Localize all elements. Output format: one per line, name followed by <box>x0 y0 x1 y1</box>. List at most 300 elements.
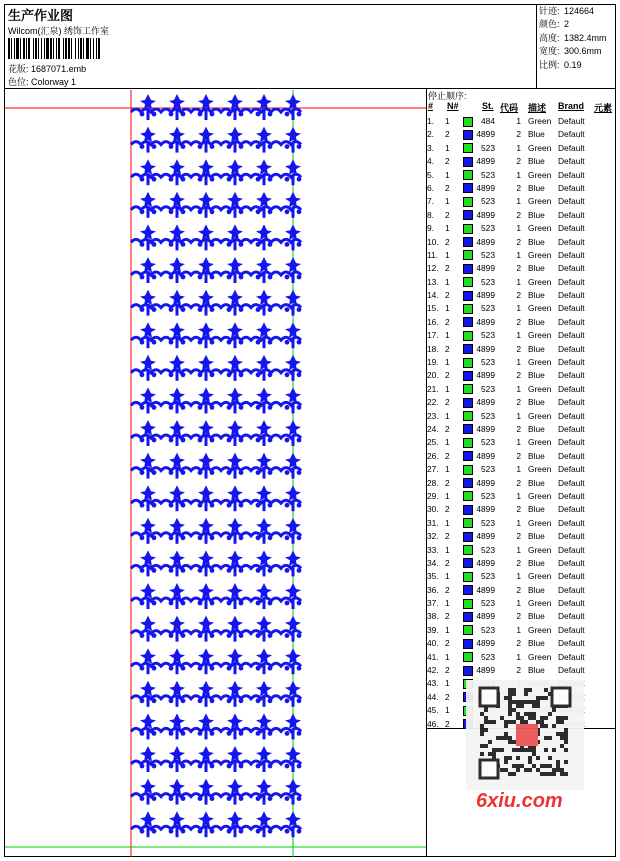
motif-stem <box>292 729 295 739</box>
motif-dot <box>227 307 232 312</box>
row-number: 27. <box>427 464 439 475</box>
design-stats <box>539 5 607 72</box>
motif-dot <box>239 666 244 671</box>
motif-dot <box>268 535 273 540</box>
motif-dot <box>152 144 157 149</box>
thread-brand: Default <box>558 316 585 327</box>
motif-dot <box>285 601 290 606</box>
motif-dot <box>181 470 186 475</box>
motif-stem <box>205 534 208 544</box>
stitch-count: 523 <box>481 142 495 153</box>
fleur-motif <box>256 420 272 436</box>
motif-dot <box>210 731 215 736</box>
motif-dot <box>285 764 290 769</box>
motif-dot <box>140 698 145 703</box>
needle-number: 1 <box>445 169 450 180</box>
motif-dot <box>140 601 145 606</box>
color-swatch <box>463 224 473 234</box>
motif-dot <box>256 764 261 769</box>
stat-height: 高度: 1382.4mm <box>539 32 607 43</box>
row-number: 10. <box>427 236 439 247</box>
motif-dot <box>239 144 244 149</box>
motif-dot <box>210 796 215 801</box>
thread-brand: Default <box>558 611 585 622</box>
motif-dot <box>285 405 290 410</box>
stat-colors: 颜色: 2 <box>539 19 570 30</box>
table-row <box>427 182 616 195</box>
motif-dot <box>239 829 244 834</box>
color-code: 1 <box>516 383 521 394</box>
needle-number: 1 <box>445 624 450 635</box>
motif-stem <box>292 599 295 609</box>
fleur-motif <box>140 713 156 729</box>
needle-number: 1 <box>445 249 450 260</box>
fleur-motif <box>256 485 272 501</box>
table-row <box>427 142 616 155</box>
stitch-count: 4899 <box>476 290 495 301</box>
table-row <box>427 329 616 342</box>
motif-stem <box>176 599 179 609</box>
motif-dot <box>256 307 261 312</box>
col-header-element: 元素 <box>594 103 613 113</box>
motif-dot <box>198 242 203 247</box>
table-row <box>427 289 616 302</box>
motif-stem <box>147 599 150 609</box>
color-code: 2 <box>516 397 521 408</box>
motif-stem <box>205 436 208 446</box>
stitch-count: 4899 <box>476 236 495 247</box>
motif-dot <box>239 405 244 410</box>
motif-dot <box>297 438 302 443</box>
motif-dot <box>239 568 244 573</box>
fleur-motif <box>256 127 272 143</box>
table-row <box>427 249 616 262</box>
needle-number: 2 <box>445 209 450 220</box>
watermark: 6xiu.com <box>476 790 563 812</box>
lace-band <box>131 370 301 373</box>
motif-stem <box>205 599 208 609</box>
motif-stem <box>205 306 208 316</box>
motif-stem <box>147 306 150 316</box>
motif-stem <box>263 273 266 283</box>
table-row <box>427 637 616 650</box>
needle-number: 1 <box>445 276 450 287</box>
color-swatch <box>463 545 473 555</box>
motif-dot <box>198 829 203 834</box>
thread-brand: Default <box>558 651 585 662</box>
color-description: Blue <box>528 423 545 434</box>
motif-dot <box>198 601 203 606</box>
color-code: 2 <box>516 343 521 354</box>
color-description: Blue <box>528 531 545 542</box>
motif-dot <box>140 340 145 345</box>
row-number: 14. <box>427 290 439 301</box>
motif-dot <box>297 503 302 508</box>
thread-brand: Default <box>558 571 585 582</box>
thread-brand: Default <box>558 330 585 341</box>
motif-dot <box>181 568 186 573</box>
motif-stem <box>263 371 266 381</box>
color-swatch <box>463 183 473 193</box>
color-code: 1 <box>516 303 521 314</box>
color-swatch <box>463 518 473 528</box>
motif-dot <box>227 275 232 280</box>
motif-dot <box>152 340 157 345</box>
row-number: 8. <box>427 209 434 220</box>
color-swatch <box>463 170 473 180</box>
color-code: 2 <box>516 209 521 220</box>
motif-stem <box>292 501 295 511</box>
motif-dot <box>268 731 273 736</box>
motif-dot <box>181 829 186 834</box>
color-code: 2 <box>516 316 521 327</box>
fleur-motif <box>256 550 272 566</box>
motif-dot <box>169 405 174 410</box>
motif-dot <box>140 829 145 834</box>
motif-dot <box>268 242 273 247</box>
color-description: Green <box>528 464 552 475</box>
motif-dot <box>285 698 290 703</box>
col-header-n: N# <box>447 101 459 111</box>
needle-number: 2 <box>445 397 450 408</box>
motif-dot <box>256 796 261 801</box>
motif-dot <box>285 796 290 801</box>
motif-dot <box>210 568 215 573</box>
color-swatch <box>463 237 473 247</box>
motif-dot <box>210 438 215 443</box>
needle-number: 2 <box>445 691 450 702</box>
motif-dot <box>256 177 261 182</box>
motif-stem <box>292 273 295 283</box>
color-description: Blue <box>528 129 545 140</box>
color-description: Blue <box>528 182 545 193</box>
fleur-motif <box>256 779 272 795</box>
fleur-motif <box>140 746 156 762</box>
stitch-count: 523 <box>481 249 495 260</box>
motif-dot <box>181 698 186 703</box>
fleur-motif <box>256 811 272 827</box>
fleur-motif <box>140 159 156 175</box>
row-number: 28. <box>427 477 439 488</box>
color-swatch <box>463 344 473 354</box>
motif-stem <box>147 208 150 218</box>
motif-dot <box>268 112 273 117</box>
color-code: 1 <box>516 196 521 207</box>
color-description: Green <box>528 249 552 260</box>
motif-dot <box>285 209 290 214</box>
motif-dot <box>285 112 290 117</box>
motif-dot <box>210 503 215 508</box>
needle-number: 1 <box>445 196 450 207</box>
motif-dot <box>169 666 174 671</box>
motif-dot <box>169 177 174 182</box>
row-number: 42. <box>427 665 439 676</box>
motif-stem <box>234 273 237 283</box>
motif-dot <box>239 307 244 312</box>
color-swatch <box>463 371 473 381</box>
color-description: Green <box>528 330 552 341</box>
stop-sequence-title: 停止顺序: <box>428 91 467 101</box>
motif-dot <box>285 177 290 182</box>
color-code: 2 <box>516 290 521 301</box>
motif-dot <box>210 177 215 182</box>
thread-brand: Default <box>558 490 585 501</box>
motif-stem <box>234 110 237 120</box>
fleur-motif <box>140 355 156 371</box>
needle-number: 1 <box>445 651 450 662</box>
motif-dot <box>198 698 203 703</box>
motif-dot <box>268 601 273 606</box>
motif-dot <box>239 633 244 638</box>
motif-stem <box>234 436 237 446</box>
motif-dot <box>285 535 290 540</box>
motif-stem <box>205 697 208 707</box>
motif-stem <box>234 175 237 185</box>
color-description: Blue <box>528 477 545 488</box>
motif-stem <box>147 371 150 381</box>
lace-band <box>131 631 301 634</box>
motif-dot <box>152 242 157 247</box>
color-code: 2 <box>516 370 521 381</box>
motif-dot <box>285 731 290 736</box>
stitch-count: 523 <box>481 490 495 501</box>
motif-stem <box>147 469 150 479</box>
stop-sequence-table <box>427 115 616 731</box>
motif-stem <box>292 469 295 479</box>
fleur-motif <box>140 550 156 566</box>
motif-dot <box>285 666 290 671</box>
table-row <box>427 436 616 449</box>
color-swatch <box>463 625 473 635</box>
color-code: 1 <box>516 116 521 126</box>
table-row <box>427 597 616 610</box>
stitch-count: 4899 <box>476 209 495 220</box>
stitch-count: 4899 <box>476 611 495 622</box>
motif-stem <box>263 175 266 185</box>
color-swatch <box>463 358 473 368</box>
table-row <box>427 570 616 583</box>
motif-stem <box>205 762 208 772</box>
row-number: 13. <box>427 276 439 287</box>
thread-brand: Default <box>558 423 585 434</box>
color-description: Blue <box>528 156 545 167</box>
color-code: 1 <box>516 490 521 501</box>
color-description: Green <box>528 142 552 153</box>
color-code: 2 <box>516 477 521 488</box>
table-row <box>427 195 616 208</box>
motif-dot <box>152 209 157 214</box>
color-code: 2 <box>516 611 521 622</box>
stitch-count: 4899 <box>476 584 495 595</box>
needle-number: 2 <box>445 236 450 247</box>
needle-number: 1 <box>445 490 450 501</box>
fleur-motif <box>140 224 156 240</box>
thread-brand: Default <box>558 370 585 381</box>
color-description: Green <box>528 651 552 662</box>
motif-stem <box>263 632 266 642</box>
motif-dot <box>169 307 174 312</box>
motif-dot <box>227 242 232 247</box>
table-row <box>427 276 616 289</box>
lace-band <box>131 468 301 471</box>
needle-number: 1 <box>445 357 450 368</box>
color-swatch <box>463 639 473 649</box>
color-code: 1 <box>516 169 521 180</box>
table-row <box>427 490 616 503</box>
motif-stem <box>147 501 150 511</box>
motif-dot <box>152 633 157 638</box>
row-number: 30. <box>427 504 439 515</box>
motif-stem <box>263 762 266 772</box>
stitch-count: 523 <box>481 276 495 287</box>
color-description: Blue <box>528 638 545 649</box>
row-number: 22. <box>427 397 439 408</box>
color-swatch <box>463 277 473 287</box>
motif-dot <box>268 568 273 573</box>
motif-dot <box>297 698 302 703</box>
color-description: Green <box>528 383 552 394</box>
motif-stem <box>176 795 179 805</box>
motif-stem <box>234 827 237 837</box>
motif-dot <box>256 535 261 540</box>
motif-dot <box>239 242 244 247</box>
color-code: 2 <box>516 665 521 676</box>
thread-brand: Default <box>558 584 585 595</box>
thread-brand: Default <box>558 236 585 247</box>
lace-band <box>131 337 301 340</box>
thread-brand: Default <box>558 437 585 448</box>
stitch-count: 4899 <box>476 129 495 140</box>
color-code: 1 <box>516 437 521 448</box>
color-swatch <box>463 250 473 260</box>
lace-band <box>131 207 301 210</box>
motif-stem <box>292 338 295 348</box>
motif-dot <box>227 112 232 117</box>
motif-dot <box>152 764 157 769</box>
color-swatch <box>463 411 473 421</box>
motif-dot <box>169 633 174 638</box>
motif-dot <box>198 340 203 345</box>
motif-dot <box>198 209 203 214</box>
motif-dot <box>285 307 290 312</box>
fleur-motif <box>256 713 272 729</box>
motif-dot <box>152 307 157 312</box>
row-number: 36. <box>427 584 439 595</box>
thread-brand: Default <box>558 263 585 274</box>
table-row <box>427 410 616 423</box>
stat-scale: 比例: 0.19 <box>539 59 582 70</box>
fleur-motif <box>140 518 156 534</box>
motif-dot <box>268 829 273 834</box>
motif-dot <box>198 275 203 280</box>
color-code: 2 <box>516 156 521 167</box>
color-swatch <box>463 465 473 475</box>
stitch-count: 523 <box>481 196 495 207</box>
motif-dot <box>297 470 302 475</box>
row-number: 19. <box>427 357 439 368</box>
motif-dot <box>297 242 302 247</box>
motif-dot <box>152 405 157 410</box>
motif-dot <box>210 535 215 540</box>
motif-dot <box>169 698 174 703</box>
motif-dot <box>169 112 174 117</box>
motif-dot <box>227 535 232 540</box>
motif-stem <box>234 501 237 511</box>
fleur-motif <box>140 322 156 338</box>
row-number: 43. <box>427 678 439 689</box>
table-row <box>427 423 616 436</box>
needle-number: 1 <box>445 544 450 555</box>
motif-dot <box>198 112 203 117</box>
color-description: Blue <box>528 236 545 247</box>
motif-dot <box>285 275 290 280</box>
color-description: Green <box>528 223 552 234</box>
motif-dot <box>227 372 232 377</box>
table-row <box>427 396 616 409</box>
stitch-count: 484 <box>481 116 495 126</box>
thread-brand: Default <box>558 129 585 140</box>
thread-brand: Default <box>558 517 585 528</box>
motif-dot <box>268 796 273 801</box>
header-divider <box>4 88 616 89</box>
motif-stem <box>292 306 295 316</box>
thread-brand: Default <box>558 397 585 408</box>
motif-stem <box>205 566 208 576</box>
motif-dot <box>210 372 215 377</box>
stitch-count: 523 <box>481 223 495 234</box>
stitch-count: 523 <box>481 598 495 609</box>
motif-dot <box>181 601 186 606</box>
motif-dot <box>227 568 232 573</box>
motif-dot <box>285 829 290 834</box>
motif-dot <box>268 698 273 703</box>
motif-dot <box>152 731 157 736</box>
color-code: 1 <box>516 223 521 234</box>
needle-number: 2 <box>445 156 450 167</box>
motif-dot <box>198 177 203 182</box>
motif-dot <box>152 275 157 280</box>
thread-brand: Default <box>558 477 585 488</box>
motif-dot <box>239 209 244 214</box>
col-header-no: # <box>428 101 434 111</box>
stitch-count: 523 <box>481 517 495 528</box>
fleur-motif <box>256 518 272 534</box>
motif-dot <box>181 731 186 736</box>
lace-band <box>131 402 301 405</box>
motif-dot <box>181 438 186 443</box>
motif-dot <box>198 307 203 312</box>
motif-dot <box>152 601 157 606</box>
motif-stem <box>234 371 237 381</box>
color-description: Green <box>528 517 552 528</box>
motif-stem <box>176 306 179 316</box>
thread-brand: Default <box>558 169 585 180</box>
motif-dot <box>181 405 186 410</box>
row-number: 20. <box>427 370 439 381</box>
thread-brand: Default <box>558 182 585 193</box>
motif-dot <box>210 470 215 475</box>
motif-stem <box>205 632 208 642</box>
design-label: 花版: <box>8 64 29 74</box>
motif-dot <box>297 601 302 606</box>
motif-dot <box>140 372 145 377</box>
motif-dot <box>256 112 261 117</box>
fleur-motif <box>256 224 272 240</box>
thread-brand: Default <box>558 544 585 555</box>
motif-stem <box>176 403 179 413</box>
motif-dot <box>169 731 174 736</box>
color-description: Blue <box>528 290 545 301</box>
